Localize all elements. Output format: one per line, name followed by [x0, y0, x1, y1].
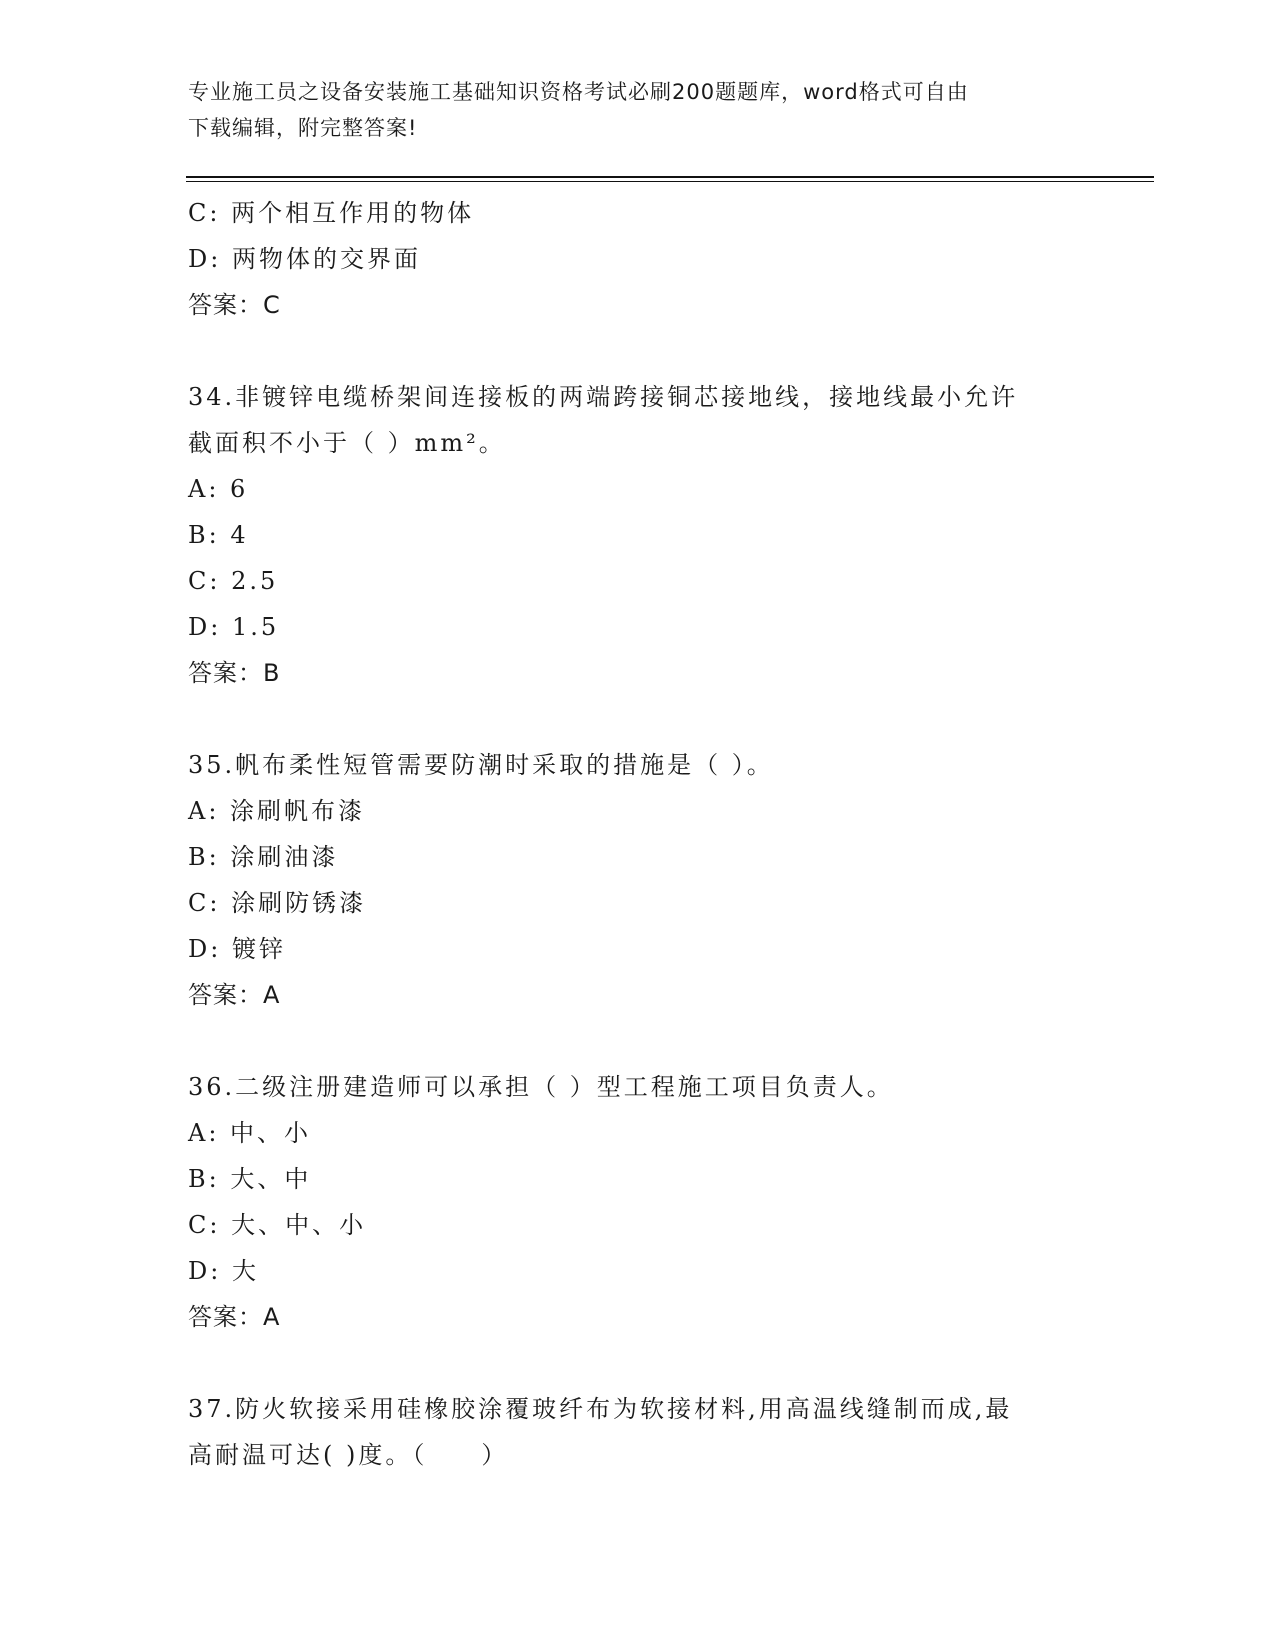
question-33-tail: [188, 190, 1088, 328]
spacer: [188, 1018, 1088, 1064]
option-a: A: 中、小: [188, 1119, 312, 1147]
spacer: [188, 696, 1088, 742]
option-c: C: 2.5: [188, 567, 279, 595]
header-line-1: 专业施工员之设备安装施工基础知识资格考试必刷200题题库，word格式可自由: [188, 80, 969, 104]
spacer: [188, 328, 1088, 374]
question-text-line-1: 35.帆布柔性短管需要防潮时采取的措施是（ ）。: [188, 751, 774, 779]
answer-line: 答案：B: [188, 659, 281, 687]
question-36: [188, 1064, 1088, 1340]
question-text-line-1: 37.防火软接采用硅橡胶涂覆玻纤布为软接材料,用高温线缝制而成,最: [188, 1395, 1013, 1423]
question-37: [188, 1386, 1088, 1478]
header-divider-thick: [186, 176, 1154, 178]
question-34: [188, 374, 1088, 696]
option-a: A: 6: [188, 475, 249, 503]
option-b: B: 大、中: [188, 1165, 312, 1193]
header-divider-thin: [186, 181, 1154, 182]
answer-line: 答案：A: [188, 1303, 281, 1331]
document-header: [188, 74, 1088, 146]
question-35: [188, 742, 1088, 1018]
option-c: C: 两个相互作用的物体: [188, 199, 475, 227]
option-b: B: 4: [188, 521, 249, 549]
option-a: A: 涂刷帆布漆: [188, 797, 366, 825]
question-text-line-2: 截面积不小于（ ）mm²。: [188, 429, 506, 457]
option-d: D: 镀锌: [188, 935, 286, 963]
answer-line: 答案：A: [188, 981, 281, 1009]
header-line-2: 下载编辑，附完整答案!: [188, 116, 418, 140]
option-b: B: 涂刷油漆: [188, 843, 339, 871]
question-text-line-1: 36.二级注册建造师可以承担（ ）型工程施工项目负责人。: [188, 1073, 894, 1101]
question-text-line-2: 高耐温可达( )度。（ ）: [188, 1441, 509, 1469]
option-d: D: 两物体的交界面: [188, 245, 421, 273]
option-c: C: 大、中、小: [188, 1211, 367, 1239]
option-c: C: 涂刷防锈漆: [188, 889, 367, 917]
question-text-line-1: 34.非镀锌电缆桥架间连接板的两端跨接铜芯接地线，接地线最小允许: [188, 383, 1019, 411]
question-list: [188, 190, 1088, 1478]
spacer: [188, 1340, 1088, 1386]
option-d: D: 大: [188, 1257, 259, 1285]
option-d: D: 1.5: [188, 613, 280, 641]
answer-line: 答案：C: [188, 291, 281, 319]
